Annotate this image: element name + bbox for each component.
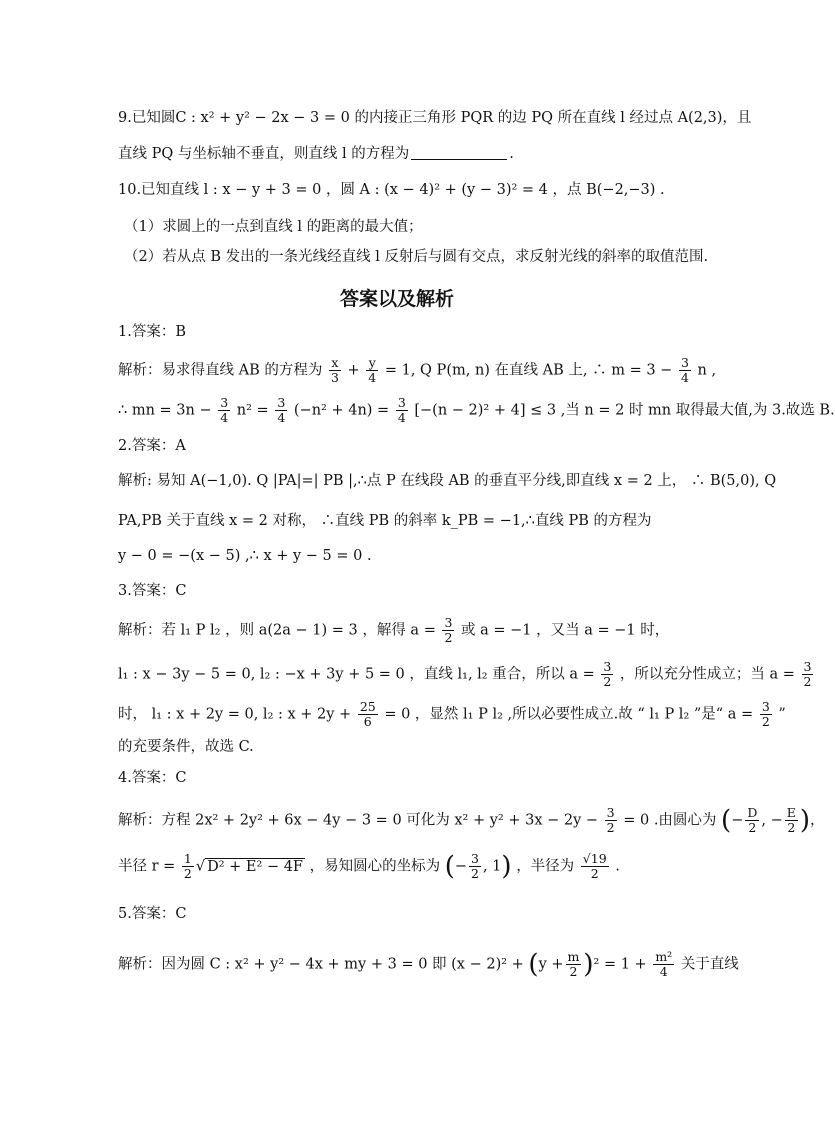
a4-text-j: ，半径为 — [516, 858, 575, 875]
a1-text-g: (−n² + 4n) = — [293, 402, 390, 419]
a5-text-a: 解析：因为圆 C : x² + y² − 4x + my + 3 = 0 即 (x − 2)² + — [118, 956, 524, 973]
frac-den: 2 — [569, 964, 578, 979]
q9-line-2 — [118, 144, 514, 164]
a4-text-f: 半径 r = — [118, 858, 176, 875]
frac-den: 2 — [590, 866, 599, 881]
paren-left: ( — [444, 851, 455, 882]
frac-den: 4 — [220, 410, 229, 425]
frac-num: 3 — [397, 395, 406, 410]
frac-num: 3 — [277, 395, 286, 410]
a3-text-f: = 0 ，显然 l₁ P l₂ ,所以必要性成立.故 “ l₁ P l₂ ”是“ a = — [384, 706, 754, 723]
q10-line-1: 10.已知直线 l : x − y + 3 = 0 ，圆 A : (x − 4)² + (y − 3)² = 4 ，点 B(−2,−3) . — [118, 182, 665, 198]
fraction — [802, 660, 814, 689]
frac-num: 3 — [803, 659, 812, 674]
q10-part-2: （2）若从点 B 发出的一条光线经直线 l 反射后与圆有交点，求反射光线的斜率的取值范围. — [124, 249, 709, 265]
a1-text-b: + — [347, 362, 360, 379]
frac-num: m² — [655, 949, 673, 964]
answer-2-line-1: 解析: 易知 A(−1,0). Q |PA|=| PB |,∴点 P 在线段 AB 的垂直平分线,即直线 x = 2 上， ∴ B(5,0), Q — [118, 473, 777, 489]
answer-1-label: 1.答案：B — [118, 324, 186, 340]
answer-3-line-3 — [118, 700, 786, 729]
fraction — [566, 950, 582, 979]
frac-num: m — [567, 949, 580, 964]
q9-line-2-end: . — [509, 146, 514, 162]
a4-text-e: ， — [810, 812, 825, 829]
frac-num: 3 — [444, 615, 453, 630]
a1-text-f: n² = — [236, 402, 269, 419]
frac-den: 2 — [787, 820, 796, 835]
frac-den: 2 — [761, 714, 770, 729]
a5-text-c: ² = 1 + — [593, 956, 647, 973]
paren-right: ) — [799, 805, 811, 836]
frac-num: 3 — [680, 355, 689, 370]
fraction — [745, 806, 759, 835]
fraction — [366, 356, 378, 385]
paren-left: ( — [528, 949, 539, 980]
frac-num: 3 — [603, 659, 612, 674]
fraction — [679, 356, 691, 385]
a3-text-d: ，所以充分性成立；当 a = — [619, 666, 795, 683]
frac-num: 3 — [471, 851, 479, 866]
a3-text-b: 或 a = −1 ，又当 a = −1 时， — [461, 622, 670, 639]
fraction — [358, 700, 378, 729]
fraction — [605, 806, 617, 835]
a4-text-b: = 0 .由圆心为 — [623, 812, 717, 829]
paren-right: ) — [583, 949, 594, 980]
frac-den: 4 — [277, 410, 286, 425]
answer-5-label: 5.答案：C — [118, 906, 187, 922]
frac-num: 1 — [183, 851, 192, 866]
answer-blank — [411, 145, 507, 160]
fraction — [581, 852, 609, 881]
answer-3-label: 3.答案：C — [118, 583, 187, 599]
paren-left: ( — [721, 805, 732, 836]
frac-num: 25 — [359, 699, 376, 714]
frac-num: x — [329, 356, 341, 371]
a5-text-d: 关于直线 — [680, 956, 739, 973]
answer-1-line-2 — [118, 396, 835, 425]
a1-text-d: n , — [697, 362, 717, 379]
a4-text-c: − — [731, 812, 744, 829]
frac-den: 4 — [368, 370, 377, 385]
fraction — [469, 852, 481, 881]
frac-den: 2 — [748, 820, 757, 835]
fraction — [601, 660, 613, 689]
frac-num: E — [786, 805, 796, 820]
fraction — [760, 700, 772, 729]
answer-3-line-2 — [118, 660, 815, 689]
answer-2-line-2: PA,PB 关于直线 x = 2 对称， ∴直线 PB 的斜率 k_PB = −1,∴直线 PB 的方程为 — [118, 513, 652, 529]
frac-den: 2 — [471, 866, 479, 881]
answer-4-label: 4.答案：C — [118, 770, 187, 786]
frac-num: 3 — [220, 395, 229, 410]
answer-2-label: 2.答案：A — [118, 438, 186, 454]
fraction — [442, 616, 454, 645]
a5-text-b: y + — [538, 956, 564, 973]
frac-den: 3 — [330, 370, 339, 385]
a1-text-h: [−(n − 2)² + 4] ≤ 3 ,当 n = 2 时 mn 取得最大值,为 3.故选 B. — [414, 402, 835, 419]
a1-text-c: = 1, Q P(m, n) 在直线 AB 上, ∴ m = 3 − — [384, 362, 673, 379]
q9-line-2-text: 直线 PQ 与坐标轴不垂直，则直线 l 的方程为 — [118, 146, 410, 162]
fraction — [396, 396, 408, 425]
a1-text-e: ∴ mn = 3n − — [118, 402, 212, 419]
frac-den: 4 — [397, 410, 406, 425]
answer-3-line-1 — [118, 616, 669, 645]
frac-num: y — [366, 356, 378, 371]
a4-text-h: − — [454, 858, 468, 875]
q9-line-1: 9.已知圆C : x² + y² − 2x − 3 = 0 的内接正三角形 PQR 的边 PQ 所在直线 l 经过点 A(2,3)，且 — [118, 110, 752, 126]
frac-den: 6 — [363, 714, 372, 729]
frac-den: 2 — [183, 866, 192, 881]
a1-text-a: 解析：易求得直线 AB 的方程为 — [118, 362, 323, 379]
answer-3-line-4: 的充要条件，故选 C. — [118, 739, 254, 755]
fraction — [329, 356, 341, 385]
a4-text-a: 解析：方程 2x² + 2y² + 6x − 4y − 3 = 0 可化为 x² + y² + 3x − 2y − — [118, 812, 599, 829]
frac-den: 2 — [803, 674, 812, 689]
frac-num: √19 — [582, 851, 607, 866]
q10-part-1: （1）求圆上的一点到直线 l 的距离的最大值； — [124, 219, 423, 235]
answer-4-line-2: 半径 r = $\frac{1}{2}$ √ D² + E² − 4F ，易知圆心的坐标为 (− $\frac{3}{2}$ , 1) ，半径为 $\frac{√19}{2}$ . — [118, 851, 620, 882]
a4-text-d: , − — [761, 812, 783, 829]
answers-title: 答案以及解析 — [339, 288, 454, 310]
a4-text-k: . — [615, 858, 620, 875]
fraction — [182, 852, 194, 881]
fraction — [785, 806, 798, 835]
frac-den: 2 — [444, 630, 453, 645]
a3-text-e: 时， l₁ : x + 2y = 0, l₂ : x + 2y + — [118, 706, 352, 723]
answer-4-line-1 — [118, 806, 825, 835]
a4-text-i: , 1 — [482, 858, 502, 875]
paren-right: ) — [501, 851, 512, 882]
frac-den: 4 — [659, 964, 668, 979]
fraction — [653, 950, 674, 979]
answer-5-line-1 — [118, 950, 739, 979]
fraction — [275, 396, 287, 425]
fraction — [218, 396, 230, 425]
frac-num: D — [747, 805, 758, 820]
frac-den: 4 — [680, 370, 689, 385]
a4-text-g: ，易知圆心的坐标为 — [309, 858, 441, 875]
a3-text-g: ” — [778, 706, 786, 723]
a3-text-c: l₁ : x − 3y − 5 = 0, l₂ : −x + 3y + 5 = 0 ，直线 l₁, l₂ 重合，所以 a = — [118, 666, 595, 683]
sqrt-body: D² + E² − 4F — [207, 858, 303, 875]
answer-2-line-3: y − 0 = −(x − 5) ,∴ x + y − 5 = 0 . — [118, 548, 372, 564]
frac-num: 3 — [606, 805, 615, 820]
a3-text-a: 解析：若 l₁ P l₂ ，则 a(2a − 1) = 3 ，解得 a = — [118, 622, 436, 639]
answer-1-line-1 — [118, 356, 716, 385]
frac-den: 2 — [603, 674, 612, 689]
frac-num: 3 — [761, 699, 770, 714]
frac-den: 2 — [606, 820, 615, 835]
